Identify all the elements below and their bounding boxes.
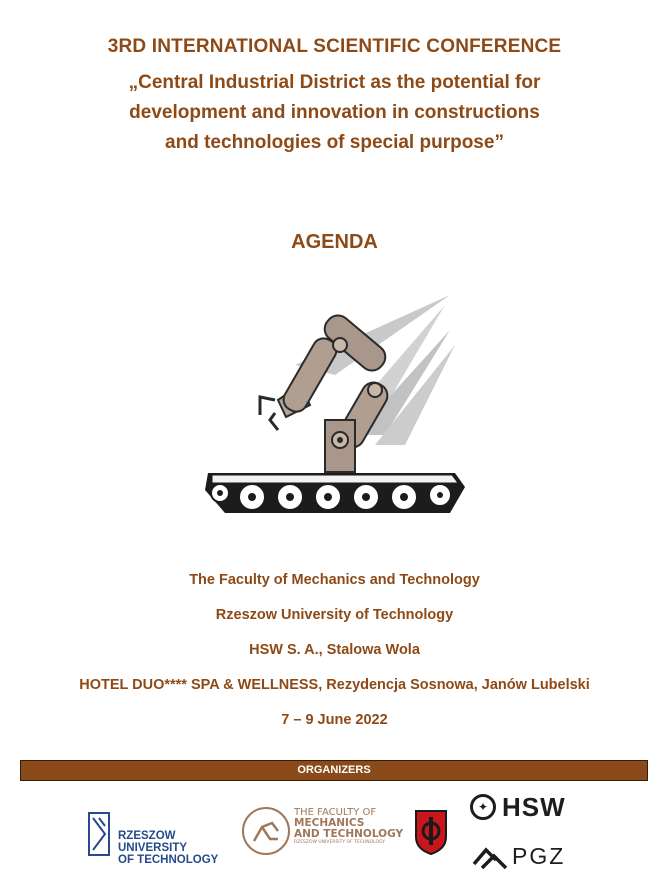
rzeszow-logo-text: RZESZOW UNIVERSITY OF TECHNOLOGY: [118, 830, 219, 866]
title-block: [0, 36, 669, 158]
info-faculty: The Faculty of Mechanics and Technology: [189, 572, 480, 588]
topic-line-2: development and innovation in constructions: [129, 102, 540, 123]
faculty-logo: [242, 805, 412, 861]
crest-icon: [414, 807, 448, 855]
event-info: [0, 568, 669, 743]
agenda-heading: AGENDA: [291, 231, 378, 253]
pgz-logo-text: PGZ: [512, 843, 566, 869]
info-venue: HOTEL DUO**** SPA & WELLNESS, Rezydencja Sosnowa, Janów Lubelski: [79, 677, 590, 693]
conference-title: 3RD INTERNATIONAL SCIENTIFIC CONFERENCE: [107, 36, 562, 57]
topic-line-3: and technologies of special purpose”: [165, 132, 504, 153]
rzeszow-mark-icon: [88, 812, 110, 856]
topic-line-1: „Central Industrial District as the potential for: [128, 72, 541, 93]
faculty-robot-icon: [242, 807, 290, 855]
info-company: HSW S. A., Stalowa Wola: [249, 642, 420, 658]
pgz-chevron-icon: [472, 842, 508, 870]
faculty-logo-text: THE FACULTY OF MECHANICS AND TECHNOLOGY RZESZOW UNIVERSITY OF TECHNOLOGY: [294, 807, 404, 845]
tracked-robot-arm-icon: [200, 295, 470, 525]
hsw-emblem-icon: ✦: [470, 794, 496, 820]
info-dates: 7 – 9 June 2022: [281, 712, 388, 728]
hsw-logo: [470, 792, 580, 826]
info-university: Rzeszow University of Technology: [215, 607, 454, 623]
hsw-logo-text: HSW: [502, 792, 566, 822]
organizers-bar: ORGANIZERS: [20, 760, 648, 781]
pgz-logo: [472, 840, 582, 872]
conference-topic: [0, 68, 669, 158]
rzeszow-university-logo: [88, 812, 238, 866]
